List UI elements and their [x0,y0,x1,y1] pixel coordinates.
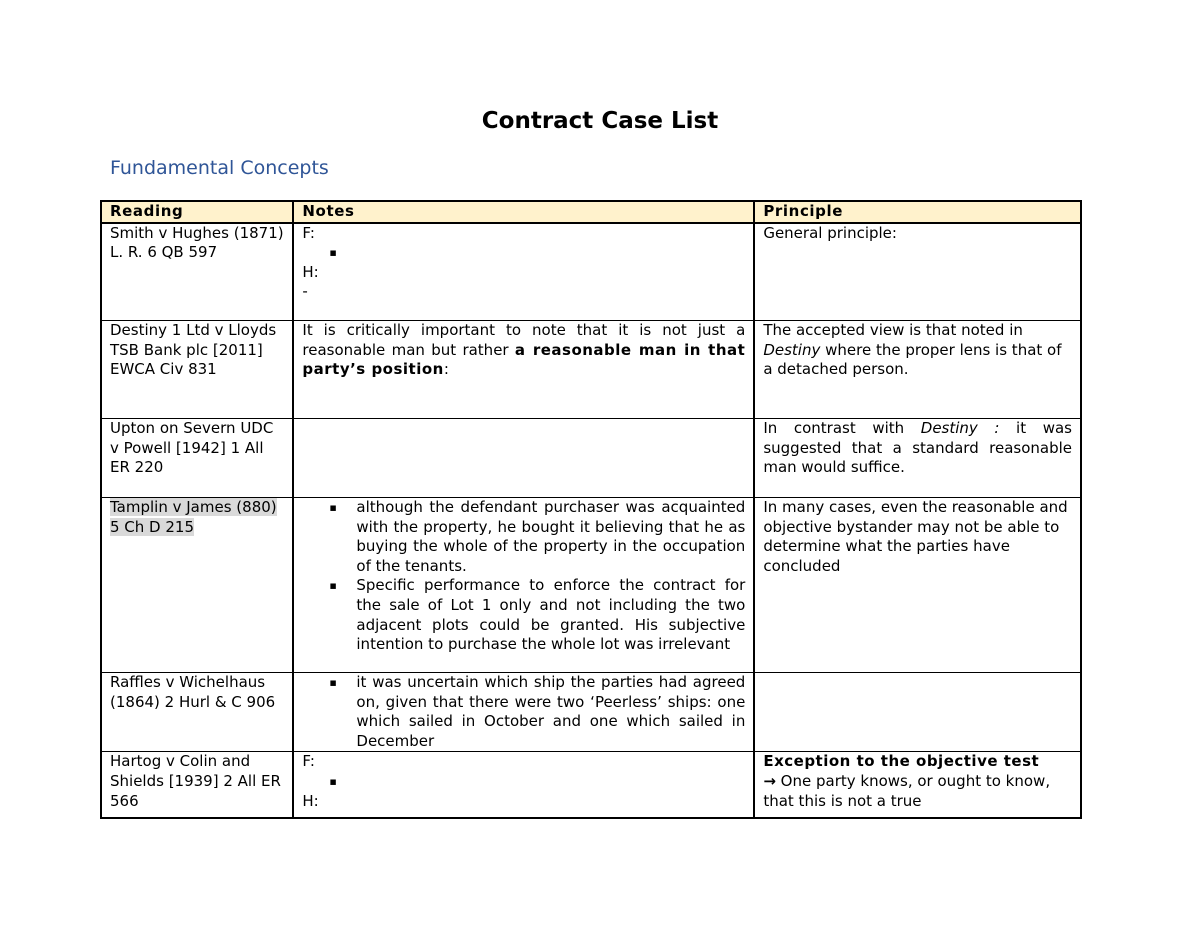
notes-cell [293,223,754,321]
case-citation: Hartog v Colin and Shields [1939] 2 All ER 566 [110,752,281,810]
square-bullet-icon [302,243,745,263]
principle-text: One party knows, or ought to know, that this is not a true [763,772,1051,810]
reading-cell [101,498,293,673]
notes-cell [293,673,754,752]
notes-text-end: : [443,360,449,379]
reading-cell [101,419,293,498]
table-row [101,752,1081,818]
table-row [101,223,1081,321]
table-row [101,498,1081,673]
notes-emphasis: a reasonable man in that party’s position [302,340,746,379]
case-name-italic: Destiny [763,340,821,359]
notes-cell [293,321,754,419]
arrow-right-icon: → [763,772,776,791]
case-citation: Smith v Hughes (1871) L. R. 6 QB 597 [110,223,284,262]
notes-cell [293,498,754,673]
principle-cell [754,419,1081,498]
case-citation: Raffles v Wichelhaus (1864) 2 Hurl & C 906 [110,673,276,711]
reading-cell [101,321,293,419]
principle-cell [754,321,1081,419]
table-row [101,419,1081,498]
principle-cell [754,498,1081,673]
reading-cell [101,673,293,752]
principle-cell [754,223,1081,321]
section-heading: Fundamental Concepts [110,157,329,179]
principle-text-end: where the proper lens is that of a detached person. [763,340,1062,379]
principle-heading: Exception to the objective test [763,752,1040,771]
bullet-list [302,673,745,751]
table-row [101,673,1081,752]
principle-text: In contrast with [763,419,921,438]
held-label: H: [302,791,319,810]
table-row [101,321,1081,419]
square-bullet-icon [302,772,745,792]
reading-cell [101,752,293,818]
principle-text: General principle: [763,223,897,242]
notes-cell [293,752,754,818]
document-title: Contract Case List [481,108,719,134]
bullet-item: ▪ although the defendant purchaser was acquainted with the property, he bought it believing that he as buying the whole of the property in the occupation of the tenants. [302,498,745,576]
dash-marker: - [302,282,308,301]
reading-cell [101,223,293,321]
notes-text: It is critically important to note that it is not just a reasonable man but rather [302,321,746,359]
bullet-list [302,498,745,655]
case-citation: Upton on Severn UDC v Powell [1942] 1 All ER 220 [110,419,274,477]
bullet-item: ▪ it was uncertain which ship the parties had agreed on, given that there were two ‘Peerless’ ships: one which sailed in October and one which sailed in December [302,673,745,751]
held-label: H: [302,262,319,281]
case-citation: Tamplin v James (880) 5 Ch D 215 [110,498,277,536]
header-reading: Reading [101,201,293,223]
principle-text-end: it was suggested that a standard reasonable man would suffice. [763,419,1072,477]
bullet-list [302,772,745,792]
case-table [100,200,1082,819]
header-notes: Notes [293,201,754,223]
notes-cell [293,419,754,498]
header-principle: Principle [754,201,1081,223]
facts-label: F: [302,752,315,771]
table-header-row [101,201,1081,223]
principle-text: The accepted view is that noted in [763,321,1023,340]
bullet-list [302,243,745,263]
principle-cell [754,752,1081,818]
bullet-item: ▪ Specific performance to enforce the contract for the sale of Lot 1 only and not including the two adjacent plots could be granted. His subjective intention to purchase the whole lot was irrelevant [302,576,745,654]
case-citation: Destiny 1 Ltd v Lloyds TSB Bank plc [2011] EWCA Civ 831 [110,321,277,379]
principle-text: In many cases, even the reasonable and objective bystander may not be able to determine what the parties have concluded [763,498,1068,575]
facts-label: F: [302,223,315,242]
principle-cell [754,673,1081,752]
case-name-italic: Destiny : [920,419,1000,438]
